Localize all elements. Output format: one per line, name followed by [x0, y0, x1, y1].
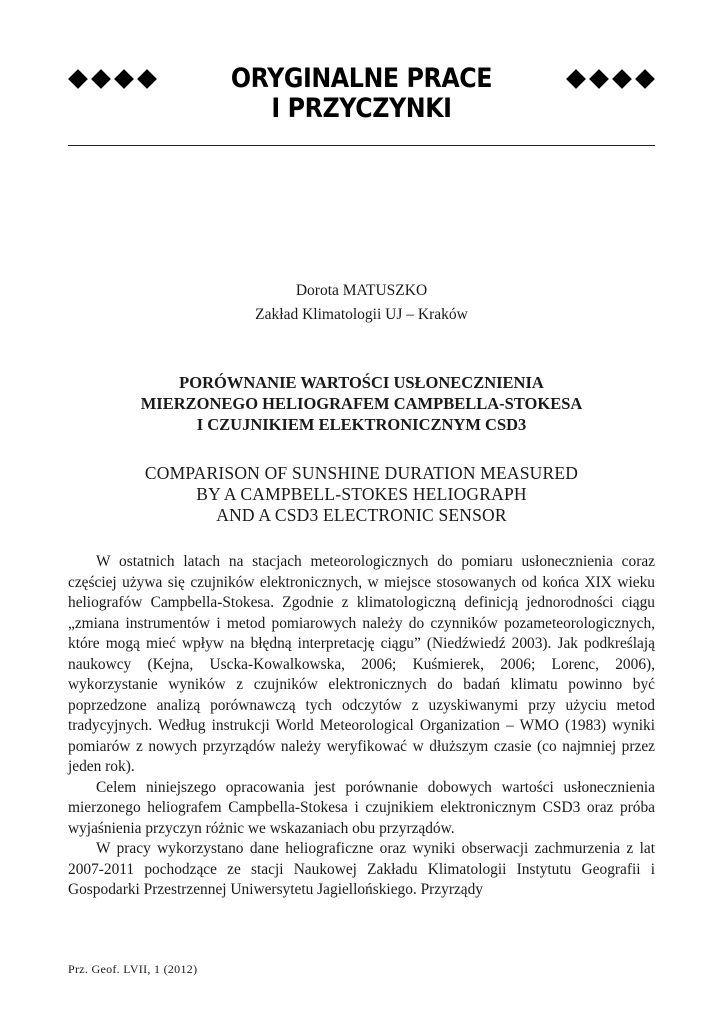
section-header-line2: I PRZYCZYNKI	[271, 93, 452, 124]
title-polish-line: I CZUJNIKIEM ELEKTRONICZNYM CSD3	[196, 415, 527, 434]
section-header-line1: ORYGINALNE PRACE	[230, 63, 493, 94]
title-polish-line: MIERZONEGO HELIOGRAFEM CAMPBELLA-STOKESA	[140, 394, 583, 413]
title-english	[60, 463, 663, 526]
body-paragraph: W pracy wykorzystano dane heliograficzne oraz wyniki obserwacji zachmurzenia z lat 2007-2011 pochodzące ze stacji Naukowej Zakładu Klimatologii Instytutu Geografii i Gospodarki Przestrzennej Uniwersytetu Jagiellońskiego. Przyrządy	[68, 840, 655, 898]
title-english-line: AND A CSD3 ELECTRONIC SENSOR	[216, 505, 507, 525]
diamond-ornament-left	[68, 72, 157, 86]
author-name: Dorota MATUSZKO	[295, 282, 428, 299]
journal-citation-footer: Prz. Geof. LVII, 1 (2012)	[68, 962, 198, 976]
header-rule	[68, 145, 655, 146]
title-english-line: BY A CAMPBELL-STOKES HELIOGRAPH	[196, 484, 527, 504]
title-polish-line: PORÓWNANIE WARTOŚCI USŁONECZNIENIA	[179, 373, 544, 392]
author-affiliation: Zakład Klimatologii UJ – Kraków	[255, 306, 468, 323]
title-polish	[60, 372, 663, 435]
body-paragraph: Celem niniejszego opracowania jest porównanie dobowych wartości usłonecznienia mierzonego heliografem Campbella-Stokesa i czujnikiem elektronicznym CSD3 oraz próba wyjaśnienia przyczyn różnic we wskazaniach obu przyrządów.	[68, 778, 655, 837]
body-paragraph: W ostatnich latach na stacjach meteorologicznych do pomiaru usłonecznienia coraz częściej używa się czujników elektronicznych, w miejsce stosowanych od końca XIX wieku heliografów Campbella-Stokesa. Zgodnie z klimatologiczną definicją jednorodności ciągu „zmiana instrumentów i metod pomiarowych należy do czynników pozameteorologicznych, które mogą mieć wpływ na błędną interpretację ciągu” (Niedźwiedź 2003). Jak podkreślają naukowcy (Kejna, Uscka-Kowalkowska, 2006; Kuśmierek, 2006; Lorenc, 2006), wykorzystanie wyników z czujników elektronicznych do badań klimatu powinno być poprzedzone analizą porównawczą tych odczytów z uzyskiwanymi przy użyciu metod tradycyjnych. Według instrukcji World Meteorological Organization – WMO (1983) wyniki pomiarów z nowych przyrządów należy weryfikować w dłuższym czasie (co najmniej przez jeden rok).	[68, 553, 655, 775]
body-text	[68, 552, 655, 901]
title-english-line: COMPARISON OF SUNSHINE DURATION MEASURED	[144, 463, 579, 483]
diamond-ornament-right	[566, 72, 655, 86]
section-header	[68, 64, 655, 124]
